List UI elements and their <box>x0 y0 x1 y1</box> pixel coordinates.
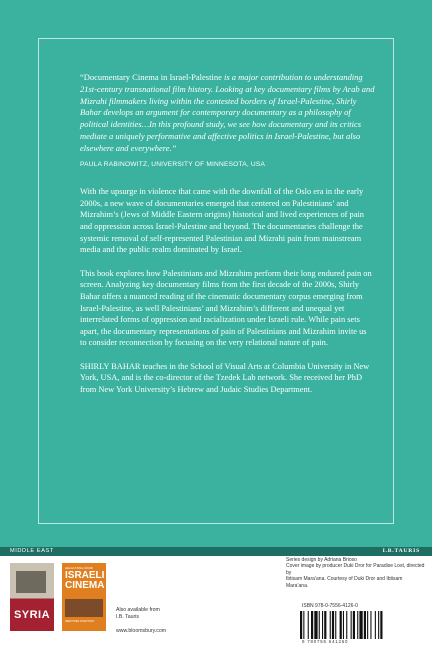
barcode-bar <box>308 611 309 639</box>
barcode-bar <box>353 611 355 639</box>
category-label: MIDDLE EAST <box>10 548 54 554</box>
barcode-bar <box>378 611 379 639</box>
cover-credits: Series design by Adriana Brioso Cover image by producer Duki Dror for Paradise Lost, directed by Ibtisam Mara’ana. Courtesy of Duki Dror and Ibtisam Mara’ana. <box>286 557 425 589</box>
barcode-bar <box>322 611 323 639</box>
related-book-israeli-cinema <box>62 563 106 631</box>
book-cover-photo <box>65 599 103 617</box>
isbn-label: ISBN 978-0-7556-4126-0 <box>302 603 358 609</box>
book-title: SYRIA <box>13 609 51 621</box>
barcode-bar <box>319 611 320 639</box>
publisher-logo: I.B.TAURIS <box>382 548 420 554</box>
barcode-bar <box>314 611 317 639</box>
barcode-bar <box>346 611 347 639</box>
barcode-bar <box>367 611 368 639</box>
endorsement-quote: “Documentary Cinema in Israel-Palestine is a major contribution to understanding 21st-century transnational film history. Looking at key documentary films by Arab and Mizrahi filmmakers living within the contested borders of Israel-Palestine, Shirly Bahar develops an argument for contemporary documentary as a philosophy of political identities…In this profound study, we see how documentary and its critics mediate a uniquely performative and affective politics in Israel-Palestine, but also elsewhere and everywhere.” <box>80 72 375 153</box>
barcode-bar <box>370 611 371 639</box>
barcode-bar <box>351 611 352 639</box>
barcode-bar <box>375 611 376 639</box>
bottom-panel <box>0 556 432 648</box>
description-paragraph-1: With the upsurge in violence that came with the downfall of the Oslo era in the early 2000s, a new wave of documentaries emerged that centered on Palestinians’ and Mizrahim’s (Jews of Middle Eastern origins) historical and lived experiences of pain and oppression across Israel-Palestine and beyond. The documentaries challenge the systemic removal of self-represented Palestinian and Mizrahi pain from mainstream media and the public realm dominated by Israel. <box>80 187 364 255</box>
related-book-syria <box>10 563 54 631</box>
blurb-text <box>80 72 375 396</box>
barcode-bar <box>300 611 302 639</box>
barcode-bar <box>324 611 326 639</box>
barcode-bar <box>340 611 342 639</box>
barcode-bar <box>335 611 336 639</box>
book-cover-photo <box>16 571 46 593</box>
barcode-bar <box>364 611 366 639</box>
description-paragraph-2: This book explores how Palestinians and Mizrahim perform their long endured pain on screen. Analyzing key documentary films from the first decade of the 2000s, Shirly Bahar offers a nuanced reading of the cinematic documentary corpus emerging from Israel-Palestine, as well Palestinians’ and Mizrahim’s different and unequal yet interrelated forms of oppression and racialization under Israeli rule. While pain sets apart, the documentary representations of pain of Palestinians and Mizrahim invite us to consider reconnection by focusing on the very relational nature of pain. <box>80 268 372 348</box>
barcode-bar <box>343 611 344 639</box>
publisher-url: www.bloomsbury.com <box>116 628 167 634</box>
series-strip <box>0 547 432 556</box>
barcode-bar <box>330 611 331 639</box>
barcode-bar <box>303 611 304 639</box>
barcode <box>300 611 412 639</box>
barcode-bar <box>359 611 362 639</box>
barcode-bar <box>332 611 334 639</box>
book-author: HELGA TAWIL-SOURI <box>65 566 94 570</box>
quote-attribution: PAULA RABINOWITZ, UNIVERSITY OF MINNESOTA, USA <box>80 160 266 168</box>
book-title: ISRAELI CINEMA <box>65 570 105 591</box>
barcode-bar <box>311 611 313 639</box>
barcode-number: 9 780755 641260 <box>302 639 349 644</box>
book-subtitle: IDENTITIES IN MOTION <box>65 620 94 623</box>
also-available-text: Also available from I.B. Tauris <box>116 607 160 620</box>
barcode-bar <box>357 611 358 639</box>
author-bio: SHIRLY BAHAR teaches in the School of Visual Arts at Columbia University in New York, USA, and is the co-director of the Tzedek Lab network. She received her PhD from New York University’s Hebrew and Judaic Studies Department. <box>80 361 370 395</box>
barcode-bar <box>380 611 382 639</box>
